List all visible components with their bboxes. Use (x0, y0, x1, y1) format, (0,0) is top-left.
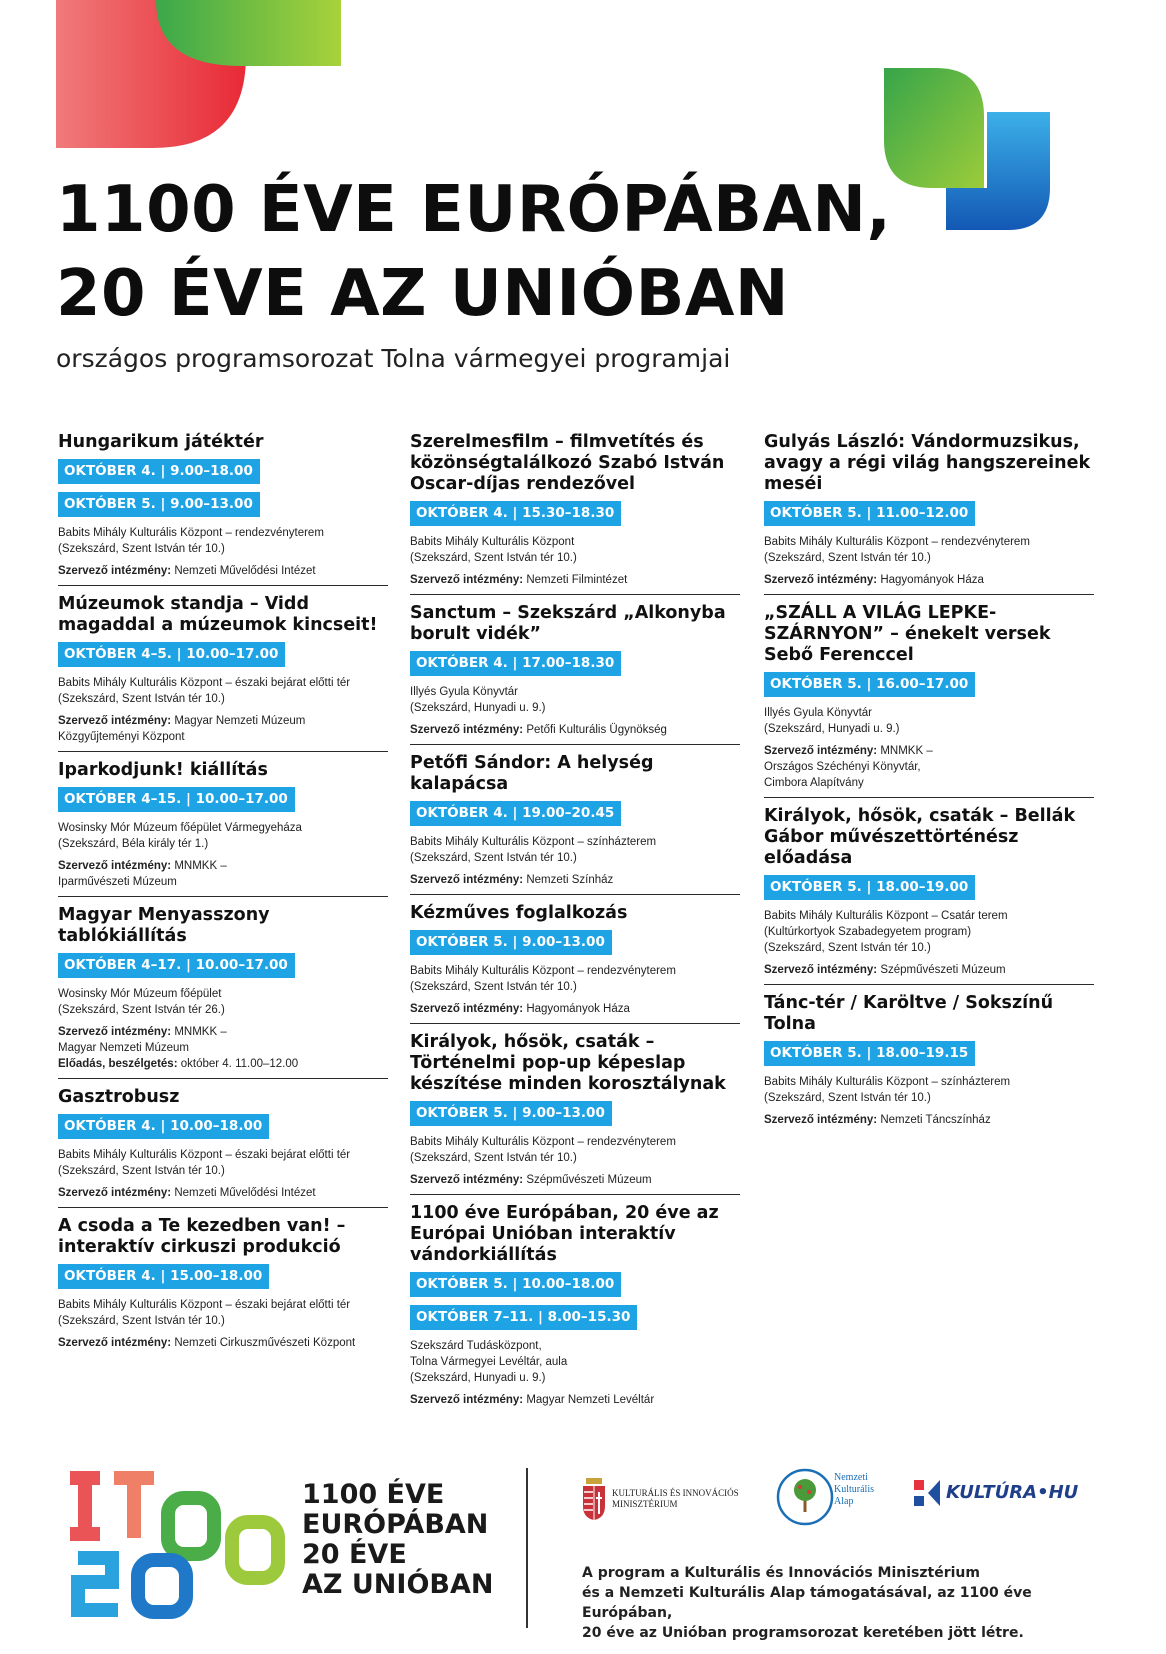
event-location (764, 534, 1094, 566)
event-location-line: (Szekszárd, Szent István tér 10.) (764, 1092, 931, 1104)
event-location-line: Babits Mihály Kulturális Központ – északi bejárat előtti tér (58, 1149, 351, 1161)
event-organizer-line (764, 743, 1094, 759)
event-organizer (58, 1024, 388, 1056)
event-location-line: Babits Mihály Kulturális Központ – rendezvényterem (58, 527, 324, 539)
credit-line: és a Nemzeti Kulturális Alap támogatásával, az 1100 éve Európában, (582, 1585, 1032, 1621)
program-event (410, 603, 740, 745)
event-location-line: Babits Mihály Kulturális Központ – rendezvényterem (410, 965, 676, 977)
event-organizer (58, 1185, 388, 1201)
event-date-badge: OKTÓBER 7–11. | 8.00–15.30 (410, 1305, 637, 1330)
nka-line: Kulturális (834, 1484, 874, 1495)
organizer-label: Szervező intézmény: (58, 1337, 172, 1349)
event-organizer-line (764, 1112, 1094, 1128)
kultura-hu-logo-icon (912, 1478, 942, 1508)
event-location (410, 684, 740, 716)
event-location-line: (Szekszárd, Szent István tér 10.) (58, 693, 225, 705)
event-title: Királyok, hősök, csaták – Bellák Gábor művészettörténész előadása (764, 806, 1076, 868)
event-location-line: (Kultúrkortyok Szabadegyetem program) (764, 926, 972, 938)
event-organizer-line (410, 572, 740, 588)
event-title: Hungarikum játéktér (58, 432, 264, 452)
organizer-name: MNMKK – (174, 1026, 227, 1038)
event-organizer-line (764, 775, 1094, 791)
organizer-name: Magyar Nemzeti Múzeum (58, 1042, 190, 1054)
organizer-name: Nemzeti Színház (526, 874, 614, 886)
program-event (764, 603, 1094, 798)
event-date-badge: OKTÓBER 4–17. | 10.00–17.00 (58, 953, 295, 978)
kultura-hu-logo-text: KULTÚRA•HU (946, 1482, 1079, 1503)
page-subtitle: országos programsorozat Tolna vármegyei programjai (56, 344, 731, 373)
nka-logo-text (834, 1472, 874, 1508)
organizer-name: Nemzeti Cirkuszművészeti Központ (174, 1337, 356, 1349)
program-event (764, 432, 1094, 595)
organizer-name: Magyar Nemzeti Múzeum (174, 715, 306, 727)
program-event (410, 1203, 740, 1414)
event-organizer (58, 858, 388, 890)
event-date-badge: OKTÓBER 5. | 16.00–17.00 (764, 672, 975, 697)
organizer-label: Szervező intézmény: (410, 874, 524, 886)
event-date-badge: OKTÓBER 4. | 15.00–18.00 (58, 1264, 269, 1289)
organizer-name: Iparművészeti Múzeum (58, 876, 177, 888)
nka-line: Nemzeti (834, 1472, 868, 1483)
event-organizer-line (58, 1024, 388, 1040)
event-organizer-line (410, 722, 740, 738)
organizer-name: Szépművészeti Múzeum (880, 964, 1006, 976)
program-event (410, 432, 740, 595)
event-organizer (764, 1112, 1094, 1128)
event-location-line: (Szekszárd, Szent István tér 10.) (410, 552, 577, 564)
event-date-badge: OKTÓBER 4. | 15.30–18.30 (410, 501, 621, 526)
event-organizer-line (58, 1185, 388, 1201)
event-organizer (410, 872, 740, 888)
event-organizer (58, 713, 388, 745)
event-organizer (764, 743, 1094, 791)
event-location-line: Babits Mihály Kulturális Központ – színházterem (764, 1076, 1011, 1088)
program-event (58, 594, 388, 752)
event-organizer (410, 1172, 740, 1188)
organizer-label: Szervező intézmény: (410, 1394, 524, 1406)
organizer-name: Petőfi Kulturális Ügynökség (526, 724, 667, 736)
ministry-line: MINISZTÉRIUM (612, 1499, 678, 1509)
organizer-name: Nemzeti Művelődési Intézet (174, 1187, 316, 1199)
event-organizer-line (410, 1001, 740, 1017)
event-date-badge: OKTÓBER 4. | 10.00–18.00 (58, 1114, 269, 1139)
event-organizer-line (58, 563, 388, 579)
event-location-line: (Szekszárd, Szent István tér 10.) (410, 1152, 577, 1164)
event-location-line: Babits Mihály Kulturális Központ – rendezvényterem (410, 1136, 676, 1148)
event-organizer-line (58, 729, 388, 745)
event-date-badge: OKTÓBER 5. | 9.00–13.00 (58, 492, 260, 517)
event-organizer (58, 563, 388, 579)
event-organizer-line (410, 872, 740, 888)
event-location-line: Babits Mihály Kulturális Központ – színházterem (410, 836, 657, 848)
event-organizer (58, 1335, 388, 1351)
ministry-line: KULTURÁLIS ÉS INNOVÁCIÓS (612, 1488, 739, 1498)
organizer-name: Nemzeti Filmintézet (526, 574, 628, 586)
organizer-name: Hagyományok Háza (880, 574, 984, 586)
event-location (58, 525, 388, 557)
event-title: Gasztrobusz (58, 1087, 180, 1107)
event-organizer-line (764, 962, 1094, 978)
event-location (410, 1338, 740, 1386)
event-location-line: Illyés Gyula Könyvtár (410, 686, 519, 698)
organizer-name: Közgyűjteményi Központ (58, 731, 185, 743)
event-location (764, 908, 1094, 956)
event-location (58, 675, 388, 707)
organizer-name: MNMKK – (174, 860, 227, 872)
event-date-badge: OKTÓBER 5. | 9.00–13.00 (410, 1101, 612, 1126)
program-column-2 (410, 432, 740, 1422)
organizer-label: Szervező intézmény: (58, 1187, 172, 1199)
organizer-label: Szervező intézmény: (764, 1114, 878, 1126)
event-title: Iparkodjunk! kiállítás (58, 760, 268, 780)
event-organizer-line (58, 858, 388, 874)
event-location-line: (Szekszárd, Szent István tér 26.) (58, 1004, 225, 1016)
event-organizer-line (58, 713, 388, 729)
event-organizer (764, 962, 1094, 978)
event-organizer-line (764, 759, 1094, 775)
event-date-badge: OKTÓBER 5. | 10.00–18.00 (410, 1272, 621, 1297)
organizer-label: Szervező intézmény: (410, 724, 524, 736)
program-event (410, 1032, 740, 1195)
event-title: Gulyás László: Vándormuzsikus, avagy a régi világ hangszereinek meséi (764, 432, 1091, 494)
event-date-badge: OKTÓBER 4–15. | 10.00–17.00 (58, 787, 295, 812)
event-location (764, 705, 1094, 737)
event-location (410, 1134, 740, 1166)
event-location-line: Babits Mihály Kulturális Központ – Csatár terem (764, 910, 1008, 922)
organizer-label: Szervező intézmény: (764, 964, 878, 976)
top-right-decoration (884, 68, 1094, 238)
program-column-3 (764, 432, 1094, 1142)
organizer-label: Szervező intézmény: (58, 1026, 172, 1038)
event-date-badge: OKTÓBER 5. | 18.00–19.00 (764, 875, 975, 900)
program-event (410, 753, 740, 895)
event-location-line: (Szekszárd, Hunyadi u. 9.) (764, 723, 900, 735)
event-date-badge: OKTÓBER 5. | 18.00–19.15 (764, 1041, 975, 1066)
event-organizer (410, 1001, 740, 1017)
event-organizer (764, 572, 1094, 588)
event-location-line: Babits Mihály Kulturális Központ (410, 536, 575, 548)
event-location-line: (Szekszárd, Béla király tér 1.) (58, 838, 209, 850)
event-location-line: (Szekszárd, Szent István tér 10.) (764, 942, 931, 954)
event-location-line: Illyés Gyula Könyvtár (764, 707, 873, 719)
event-title: 1100 éve Európában, 20 éve az Európai Unióban interaktív vándorkiállítás (410, 1203, 719, 1265)
event-location-line: (Szekszárd, Szent István tér 10.) (410, 981, 577, 993)
hungarian-coat-of-arms-icon (580, 1474, 608, 1522)
event-title: Sanctum – Szekszárd „Alkonyba borult vidék” (410, 603, 726, 644)
event-location-line: Szekszárd Tudásközpont, (410, 1340, 542, 1352)
ministry-logo-text (612, 1488, 739, 1510)
organizer-name: Nemzeti Művelődési Intézet (174, 565, 316, 577)
event-location-line: (Szekszárd, Hunyadi u. 9.) (410, 1372, 546, 1384)
event-location-line: (Szekszárd, Szent István tér 10.) (58, 543, 225, 555)
title-line-2: 20 ÉVE AZ UNIÓBAN (56, 257, 789, 331)
event-organizer-line (58, 1040, 388, 1056)
footer-logo-text (302, 1480, 493, 1600)
footer-divider (526, 1468, 528, 1628)
event-title: Múzeumok standja – Vidd magaddal a múzeumok kincseit! (58, 594, 378, 635)
event-organizer-line (410, 1392, 740, 1408)
program-event (58, 760, 388, 897)
program-event (58, 905, 388, 1079)
event-location-line: (Szekszárd, Hunyadi u. 9.) (410, 702, 546, 714)
event-location-line: Babits Mihály Kulturális Központ – északi bejárat előtti tér (58, 677, 351, 689)
organizer-name: MNMKK – (880, 745, 933, 757)
organizer-label: Szervező intézmény: (764, 745, 878, 757)
program-event (58, 432, 388, 586)
event-title: Kézműves foglalkozás (410, 903, 628, 923)
event-title: A csoda a Te kezedben van! – interaktív cirkuszi produkció (58, 1216, 346, 1257)
organizer-name: Magyar Nemzeti Levéltár (526, 1394, 655, 1406)
credit-line: 20 éve az Unióban programsorozat keretében jött létre. (582, 1625, 1024, 1641)
event-location (410, 963, 740, 995)
event-title: Petőfi Sándor: A helység kalapácsa (410, 753, 654, 794)
organizer-name: Cimbora Alapítvány (764, 777, 864, 789)
event-location-line: (Szekszárd, Szent István tér 10.) (58, 1315, 225, 1327)
nka-line: Alap (834, 1496, 854, 1507)
organizer-name: Nemzeti Táncszínház (880, 1114, 991, 1126)
event-location-line: Babits Mihály Kulturális Központ – rendezvényterem (764, 536, 1030, 548)
program-event (58, 1216, 388, 1357)
organizer-label: Szervező intézmény: (410, 1174, 524, 1186)
event-location-line: (Szekszárd, Szent István tér 10.) (410, 852, 577, 864)
footer-logo-line: AZ UNIÓBAN (302, 1569, 494, 1600)
nka-logo-icon (776, 1468, 834, 1526)
footer-logo-line: EURÓPÁBAN (302, 1509, 489, 1540)
program-event (410, 903, 740, 1024)
event-location-line: Babits Mihály Kulturális Központ – északi bejárat előtti tér (58, 1299, 351, 1311)
event-organizer-line (764, 572, 1094, 588)
event-location (58, 820, 388, 852)
page-title (56, 168, 891, 336)
organizer-label: Szervező intézmény: (764, 574, 878, 586)
top-left-decoration (56, 0, 346, 150)
footer-logo-line: 20 ÉVE (302, 1539, 407, 1570)
extra-value: október 4. 11.00–12.00 (180, 1058, 299, 1070)
support-credit (582, 1563, 1122, 1643)
event-location-line: Wosinsky Mór Múzeum főépület (58, 988, 222, 1000)
event-date-badge: OKTÓBER 4. | 9.00–18.00 (58, 459, 260, 484)
program-event (764, 993, 1094, 1134)
organizer-label: Szervező intézmény: (58, 715, 172, 727)
event-organizer-line (410, 1172, 740, 1188)
event-location (58, 1297, 388, 1329)
event-extra-info (58, 1056, 388, 1072)
organizer-label: Szervező intézmény: (410, 1003, 524, 1015)
event-title: „SZÁLL A VILÁG LEPKE-SZÁRNYON” – énekelt versek Sebő Ferenccel (764, 603, 1051, 665)
event-location (58, 986, 388, 1018)
event-location (410, 534, 740, 566)
event-organizer (410, 1392, 740, 1408)
organizer-label: Szervező intézmény: (58, 860, 172, 872)
event-location-line: Tolna Vármegyei Levéltár, aula (410, 1356, 568, 1368)
organizer-label: Szervező intézmény: (410, 574, 524, 586)
footer-logo-line: 1100 ÉVE (302, 1479, 445, 1510)
event-title: Tánc-tér / Karöltve / Sokszínű Tolna (764, 993, 1054, 1034)
event-location-line: Wosinsky Mór Múzeum főépület Vármegyeháza (58, 822, 302, 834)
event-organizer-line (58, 874, 388, 890)
event-organizer-line (58, 1335, 388, 1351)
event-title: Szerelmesfilm – filmvetítés és közönségtalálkozó Szabó István Oscar-díjas rendezővel (410, 432, 725, 494)
credit-line: A program a Kulturális és Innovációs Minisztérium (582, 1565, 980, 1581)
event-date-badge: OKTÓBER 4. | 19.00–20.45 (410, 801, 621, 826)
organizer-name: Országos Széchényi Könyvtár, (764, 761, 921, 773)
event-date-badge: OKTÓBER 4–5. | 10.00–17.00 (58, 642, 285, 667)
event-title: Királyok, hősök, csaták – Történelmi pop-up képeslap készítése minden korosztálynak (410, 1032, 726, 1094)
program-event (58, 1087, 388, 1208)
event-location-line: (Szekszárd, Szent István tér 10.) (764, 552, 931, 564)
event-date-badge: OKTÓBER 4. | 17.00–18.30 (410, 651, 621, 676)
program-event (764, 806, 1094, 985)
event-title: Magyar Menyasszony tablókiállítás (58, 905, 270, 946)
organizer-name: Szépművészeti Múzeum (526, 1174, 652, 1186)
extra-label: Előadás, beszélgetés: (58, 1058, 178, 1070)
event-location (410, 834, 740, 866)
event-organizer (410, 572, 740, 588)
organizer-label: Szervező intézmény: (58, 565, 172, 577)
anniversary-logo-icon (56, 1464, 288, 1624)
event-organizer (410, 722, 740, 738)
event-location-line: (Szekszárd, Szent István tér 10.) (58, 1165, 225, 1177)
organizer-name: Hagyományok Háza (526, 1003, 630, 1015)
event-location (764, 1074, 1094, 1106)
event-location (58, 1147, 388, 1179)
event-date-badge: OKTÓBER 5. | 11.00–12.00 (764, 501, 975, 526)
event-date-badge: OKTÓBER 5. | 9.00–13.00 (410, 930, 612, 955)
title-line-1: 1100 ÉVE EURÓPÁBAN, (56, 173, 892, 247)
program-column-1 (58, 432, 388, 1365)
